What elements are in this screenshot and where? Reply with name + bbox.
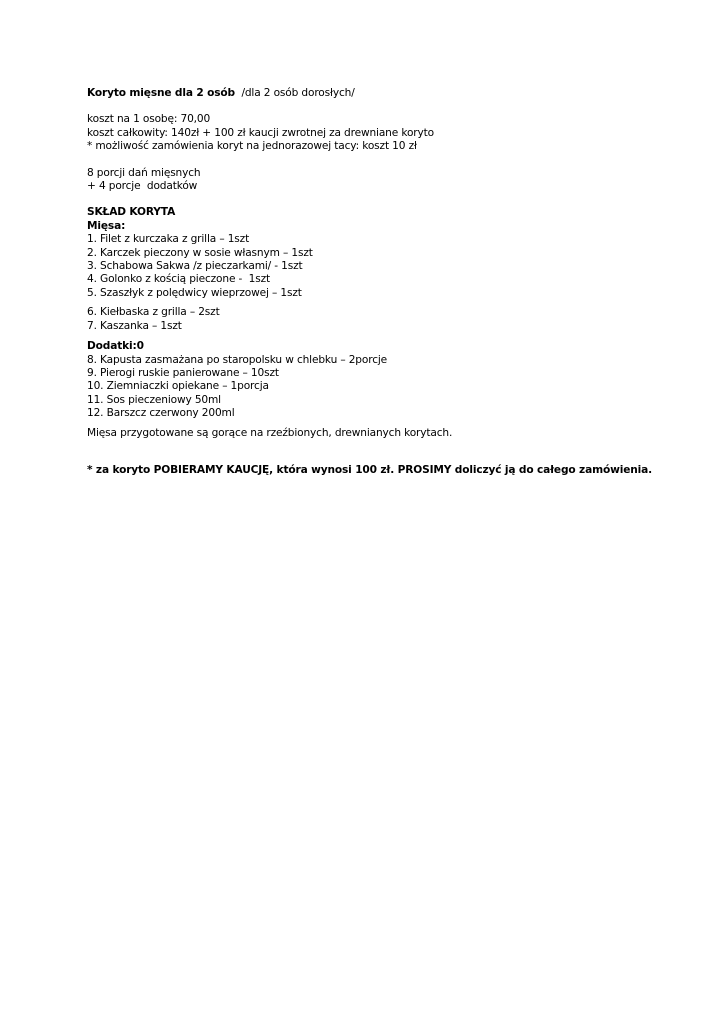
list-item: 5. Szaszłyk z polędwicy wieprzowej – 1szt bbox=[87, 286, 302, 299]
list-item: 11. Sos pieczeniowy 50ml bbox=[87, 393, 221, 406]
list-item: 10. Ziemniaczki opiekane – 1porcja bbox=[87, 380, 269, 393]
tray-option-note: * możliwość zamówienia koryt na jednorazowej tacy: koszt 10 zł bbox=[87, 140, 417, 153]
list-item: 9. Pierogi ruskie panierowane – 10szt bbox=[87, 366, 279, 379]
list-item: 12. Barszcz czerwony 200ml bbox=[87, 407, 235, 420]
portions-sides: + 4 porcje dodatków bbox=[87, 180, 198, 193]
title-subtitle: /dla 2 osób dorosłych/ bbox=[241, 87, 355, 99]
meats-extra-list bbox=[87, 306, 707, 333]
list-item: 8. Kapusta zasmażana po staropolsku w chlebku – 2porcje bbox=[87, 353, 388, 366]
document-title bbox=[87, 87, 707, 100]
meats-list bbox=[87, 233, 707, 300]
price-total: koszt całkowity: 140zł + 100 zł kaucji zwrotnej za drewniane koryto bbox=[87, 126, 434, 139]
list-item: 4. Golonko z kością pieczone - 1szt bbox=[87, 273, 271, 286]
document-page bbox=[87, 87, 707, 488]
serving-note: Mięsa przygotowane są gorące na rzeźbionych, drewnianych korytach. bbox=[87, 426, 453, 439]
composition-heading: SKŁAD KORYTA bbox=[87, 206, 176, 219]
title-main: Koryto mięsne dla 2 osób bbox=[87, 87, 235, 99]
list-item: 2. Karczek pieczony w sosie własnym – 1szt bbox=[87, 246, 313, 259]
portions-meat: 8 porcji dań mięsnych bbox=[87, 166, 201, 179]
meats-heading: Mięsa: bbox=[87, 219, 126, 232]
sides-heading: Dodatki:0 bbox=[87, 340, 144, 353]
deposit-notice: * za koryto POBIERAMY KAUCJĘ, która wynosi 100 zł. PROSIMY doliczyć ją do całego zamówienia. bbox=[87, 463, 652, 476]
list-item: 1. Filet z kurczaka z grilla – 1szt bbox=[87, 233, 250, 246]
list-item: 7. Kaszanka – 1szt bbox=[87, 319, 182, 332]
list-item: 6. Kiełbaska z grilla – 2szt bbox=[87, 306, 220, 319]
list-item: 3. Schabowa Sakwa /z pieczarkami/ - 1szt bbox=[87, 260, 303, 273]
sides-list bbox=[87, 354, 707, 421]
price-per-person: koszt na 1 osobę: 70,00 bbox=[87, 113, 211, 126]
